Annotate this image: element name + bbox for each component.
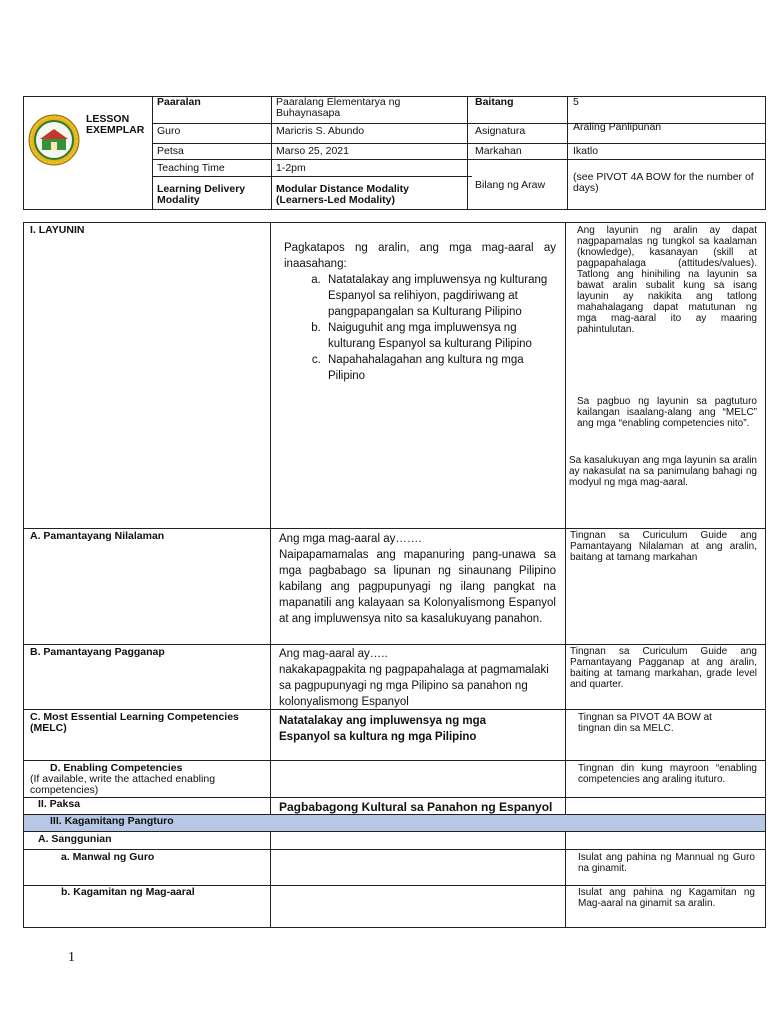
baitang-label: Baitang <box>475 96 514 108</box>
markahan-label: Markahan <box>475 145 522 157</box>
list-item: c. Napahahalagahan ang kultura ng mga Pilipino <box>324 352 556 384</box>
markahan-value: Ikatlo <box>573 145 599 157</box>
manwal-label: a. Manwal ng Guro <box>61 851 155 863</box>
guro-value: Maricris S. Abundo <box>276 125 365 137</box>
nilalaman-lead: Ang mga mag-aaral ay……. <box>279 533 422 545</box>
bilang-value: (see PIVOT 4A BOW for the number of days) <box>573 171 754 194</box>
nilalaman-content <box>279 531 556 627</box>
layunin-content <box>284 240 556 384</box>
page-number: 1 <box>68 950 75 965</box>
layunin-note-1: Ang layunin ng aralin ay dapat nagpapamalas ng tungkol sa kaalaman (knowledge), kasanayan (skill at pagpapahalaga (attitudes/values). Tatlong ang hinihiling na layunin sa bawat aralin subalit kung sa isang layunin ay nakikita ang tatlong mahahalagang dapat matutunan ng mga mag-aaral ito ay maaring pahintulutan. <box>577 225 757 335</box>
melc-text: Natatalakay ang impluwensya ng mga Espanyol sa kultura ng mga Pilipino <box>279 715 487 743</box>
teaching-time-value: 1-2pm <box>276 162 306 174</box>
manwal-note: Isulat ang pahina ng Mannual ng Guro na ginamit. <box>578 852 755 874</box>
paksa-label: II. Paksa <box>38 798 81 810</box>
layunin-note-3: Sa kasalukuyan ang mga layunin sa aralin ay nakasulat na sa panimulang bahagi ng modyul ng mga mag-aaral. <box>569 455 757 488</box>
paaralan-value: Paaralang Elementarya ng Buhaynasapa <box>276 96 401 119</box>
asignatura-value: Araling Panlipunan <box>573 121 662 133</box>
nilalaman-label: A. Pamantayang Nilalaman <box>30 530 165 542</box>
petsa-label: Petsa <box>157 145 184 157</box>
sanggunian-label: A. Sanggunian <box>38 833 112 845</box>
layunin-label: I. LAYUNIN <box>30 224 85 236</box>
petsa-value: Marso 25, 2021 <box>276 145 349 157</box>
enabling-label: D. Enabling Competencies <box>50 762 183 774</box>
pagganap-content <box>279 646 556 710</box>
list-item: b. Naiguguhit ang mga impluwensya ng kulturang Espanyol sa kulturang Pilipino <box>324 320 556 352</box>
melc-label: C. Most Essential Learning Competencies (MELC) <box>30 711 239 734</box>
guro-label: Guro <box>157 125 181 137</box>
modality-value: Modular Distance Modality (Learners-Led Modality) <box>276 183 410 206</box>
baitang-value: 5 <box>573 96 579 108</box>
teaching-time-label: Teaching Time <box>157 162 225 174</box>
paaralan-label: Paaralan <box>157 96 201 108</box>
pagganap-lead: Ang mag-aaral ay….. <box>279 648 388 660</box>
enabling-sub: (If available, write the attached enabling competencies) <box>30 773 216 796</box>
nilalaman-note: Tingnan sa Curiculum Guide ang Pamantayang Nilalaman at ang aralin, baitang at tamang markahan <box>570 530 757 563</box>
nilalaman-text: Naipapamamalas ang mapanuring pang-unawa sa mga pagbabago sa lipunan ng sinaunang Pilipino kabilang ang pagpupunyagi ng ilang pangkat na mapanatili ang kalayaan sa Kolonyalismong Espanyol at ang impluwensya nito sa kasalukuyang panahon. <box>279 549 556 625</box>
magaaral-label: b. Kagamitan ng Mag-aaral <box>61 886 195 898</box>
paksa-text: Pagbabagong Kultural sa Panahon ng Espanyol <box>279 800 553 814</box>
asignatura-label: Asignatura <box>475 125 526 137</box>
lesson-exemplar-label: LESSON EXEMPLAR <box>86 113 145 136</box>
list-item: a. Natatalakay ang impluwensya ng kulturang Espanyol sa relihiyon, pagdiriwang at pangpapangalan sa Kulturang Pilipino <box>324 272 556 320</box>
enabling-note: Tingnan din kung mayroon “enabling competencies ang araling ituturo. <box>578 763 757 785</box>
layunin-note-2: Sa pagbuo ng layunin sa pagtuturo kailangan isaalang-alang ang “MELC” ang mga “enabling competencies nito”. <box>577 396 757 429</box>
pagganap-label: B. Pamantayang Pagganap <box>30 646 165 658</box>
bilang-label: Bilang ng Araw <box>475 179 546 191</box>
kagamitan-label: III. Kagamitang Pangturo <box>50 815 174 827</box>
layunin-intro: Pagkatapos ng aralin, ang mga mag-aaral ay inaasahang: <box>284 242 556 270</box>
school-seal-logo <box>28 114 80 166</box>
modality-label: Learning Delivery Modality <box>157 183 246 206</box>
pagganap-text: nakakapagpakita ng pagpapahalaga at pagmamalaki sa pagpupunyagi ng mga Pilipino sa panahon ng kolonyalismong Espanyol <box>279 664 549 708</box>
layunin-list <box>284 272 556 384</box>
melc-note: Tingnan sa PIVOT 4A BOW at tingnan din sa MELC. <box>578 712 712 734</box>
pagganap-note: Tingnan sa Curiculum Guide ang Pamantayang Pagganap at ang aralin, baiting at tamang markahan, grade level and quarter. <box>570 646 757 690</box>
magaaral-note: Isulat ang pahina ng Kagamitan ng Mag-aaral na ginamit sa aralin. <box>578 887 755 909</box>
